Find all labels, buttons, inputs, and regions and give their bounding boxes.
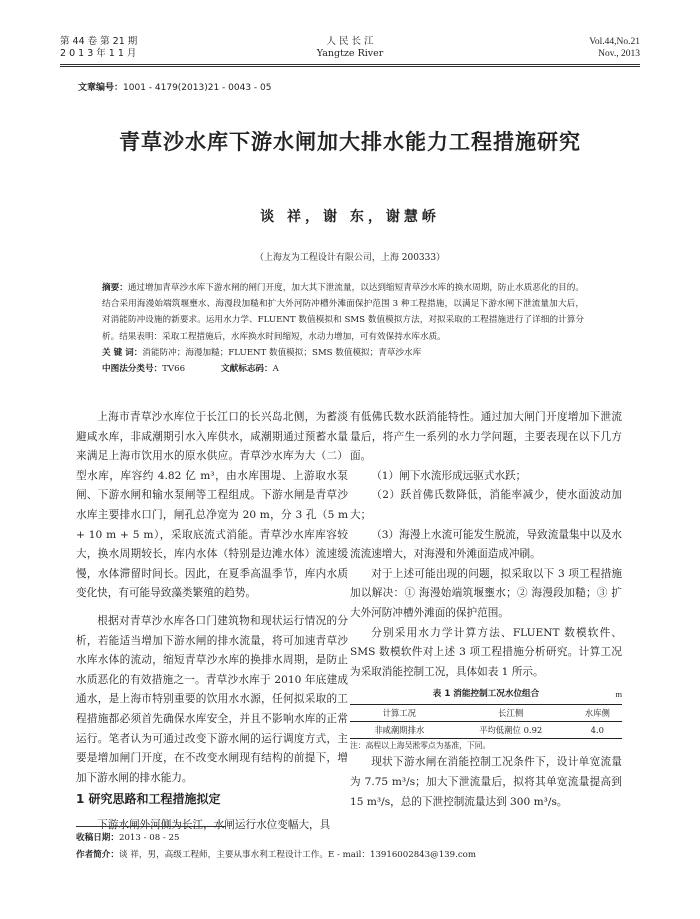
- table-cell: 4.0: [590, 725, 604, 736]
- abstract-text: 通过增加青草沙水库下游水闸的闸门开度，加大其下泄流量，以达到缩短青草沙水库的换水周期，防止水质恶化的目的。结合采用海漫始端筑堰壅水、海漫段加糙和扩大外河防冲槽外滩面保护范围 3 种工程措施，以满足下游水闸下泄流量加大后，对消能防冲设施的新要求。运用水力学、FLUENT 数值模拟和 SMS 数值模拟方法，对拟采取的工程措施进行了详细的计算分析。结果表明：采取工程措施后，水库换水时间缩短，水动力增加，可有效保持水库水质。: [102, 283, 584, 342]
- table-cell: 平均低潮位 0.92: [479, 725, 543, 736]
- classification: [102, 361, 584, 377]
- paragraph: 上海市青草沙水库位于长江口的长兴岛北侧，为蓄淡避咸水库，非咸潮期引水入库供水，咸潮期通过预蓄水量来满足上海市饮用水的原水供应。青草沙水库为大（二）型水库，库容约 4.82 亿 m³，由水库围堤、上游取水泵闸、下游水闸和输水泵闸等工程组成。下游水闸是青草沙水库主要排水口门，闸孔总净宽为 20 m，分 3 孔（5 m + 10 m + 5 m），采取底流式消能。青草沙水库库容较大，换水周期较长，库内水体（特别是边滩水体）流速缓慢，水体滞留时间长。因此，在夏季高温季节，库内水质变化快，有可能导致藻类繁殖的趋势。: [76, 411, 348, 600]
- table-cell: 非咸潮期排水: [374, 725, 425, 736]
- journal-issue-en: [589, 36, 640, 60]
- header-rule-top: [60, 64, 640, 65]
- article-number: [78, 80, 271, 93]
- body-column-left: [76, 408, 348, 835]
- publication-date: 2 0 1 3 年 1 1 月: [60, 48, 137, 59]
- clc-label: 中图法分类号：: [102, 364, 163, 375]
- table-note: 注：高程以上海吴淞零点为基准，下同。: [350, 741, 491, 751]
- doc-code-value: A: [272, 364, 279, 375]
- doc-code-label: 文献标志码：: [221, 364, 273, 375]
- abstract-block: [102, 280, 584, 377]
- table-header-cell: 水库侧: [584, 708, 610, 719]
- paragraph: 有低佛氏数水跃消能特性。通过加大闸门开度增加下泄流量后，将产生一系列的水力学问题，主要表现在以下几方面。: [350, 411, 622, 463]
- running-header: [60, 36, 640, 62]
- received-label: 收稿日期：: [76, 833, 119, 843]
- journal-name-cn: 人 民 长 江: [326, 36, 374, 47]
- author-bio: [76, 847, 476, 864]
- paper-title: 青草沙水库下游水闸加大排水能力工程措施研究: [119, 130, 581, 154]
- publication-date-en: Nov., 2013: [598, 49, 640, 59]
- paragraph: 根据对青草沙水库各口门建筑物和现状运行情况的分析，若能适当增加下游水闸的排水流量，将可加速青草沙水库水体的流动，缩短青草沙水库的换排水周期，是防止水质恶化的有效措施之一。青草沙水库于 2010 年底建成通水，是上海市特别重要的饮用水水源，任何拟采取的工程措施都必须首先确保水库安全，并且不影响水库的正常运行。笔者认为可通过改变下游水闸的运行调度方式，主要是增加闸门开度，在不改变水闸现有结构的前提下，增加下游水闸的排水能力。: [76, 614, 348, 784]
- list-item: （1）闸下水流形成远驱式水跃；: [371, 469, 527, 482]
- abstract: [102, 280, 584, 345]
- volume-issue: 第 44 卷 第 21 期: [60, 36, 138, 47]
- received-value: 2013 - 08 - 25: [118, 833, 180, 843]
- article-number-value: 1001 - 4179(2013)21 - 0043 - 05: [123, 83, 272, 93]
- keywords-label: 关 键 词：: [102, 347, 143, 358]
- table-row: [350, 722, 622, 739]
- table-title: 表 1 消能控制工况水位组合: [432, 689, 540, 700]
- section-heading: 1 研究思路和工程措施拟定: [76, 792, 221, 807]
- list-item: （3）海漫上水流可能发生脱流，导致流量集中以及水流流速增大，对海漫和外滩面造成冲刷。: [350, 528, 622, 561]
- table-header-cell: 长江侧: [498, 708, 524, 719]
- paragraph: 现状下游水闸在消能控制工况条件下，设计单宽流量为 7.75 m³/s；加大下泄流量后，拟将其单宽流量提高到 15 m³/s，总的下泄控制流量达到 300 m³/s。: [350, 756, 622, 808]
- journal-name-en: Yangtze River: [316, 48, 384, 59]
- table-header-row: [350, 705, 622, 722]
- body-column-right: [350, 408, 622, 812]
- author-list: 谈 祥，谢 东，谢慧峤: [260, 209, 440, 225]
- abstract-label: 摘要：: [102, 283, 128, 293]
- table-header-cell: 计算工况: [382, 708, 417, 719]
- journal-name: [60, 36, 640, 60]
- keywords: [102, 345, 584, 361]
- footnote-rule: [76, 826, 226, 827]
- volume-issue-en: Vol.44,No.21: [589, 37, 640, 47]
- footnote: [76, 830, 476, 864]
- data-table: [350, 704, 622, 739]
- list-item: （2）跃首佛氏数降低，消能率减少，使水面波动加大；: [350, 489, 622, 521]
- affiliation: （上海友为工程设计有限公司，上海 200333）: [254, 253, 446, 263]
- clc-value: TV66: [162, 364, 186, 375]
- author-bio-label: 作者简介：: [76, 850, 119, 860]
- paragraph: 分别采用水力学计算方法、FLUENT 数模软件、SMS 数模软件对上述 3 项工程措施分析研究。计算工况为采取消能控制工况，具体如表 1 所示。: [350, 626, 622, 678]
- author-bio-value: 谈 祥，男，高级工程师，主要从事水利工程设计工作。E - mail：13916002843@139.com: [118, 850, 476, 860]
- table-caption: [350, 686, 622, 702]
- keywords-text: 消能防冲；海漫加糙；FLUENT 数值模拟；SMS 数值模拟；青草沙水库: [142, 347, 422, 358]
- paragraph: 下游水闸外河侧为长江，水闸运行水位变幅大，具: [97, 818, 331, 831]
- paragraph: 对于上述可能出现的问题，拟采取以下 3 项工程措施加以解决：① 海漫始端筑堰壅水；② 海漫段加糙；③ 扩大外河防冲槽外滩面的保护范围。: [350, 567, 622, 619]
- header-rule-bottom: [60, 66, 640, 67]
- table-unit: m: [615, 689, 622, 700]
- received-date: [76, 830, 476, 847]
- article-number-label: 文章编号：: [78, 83, 124, 93]
